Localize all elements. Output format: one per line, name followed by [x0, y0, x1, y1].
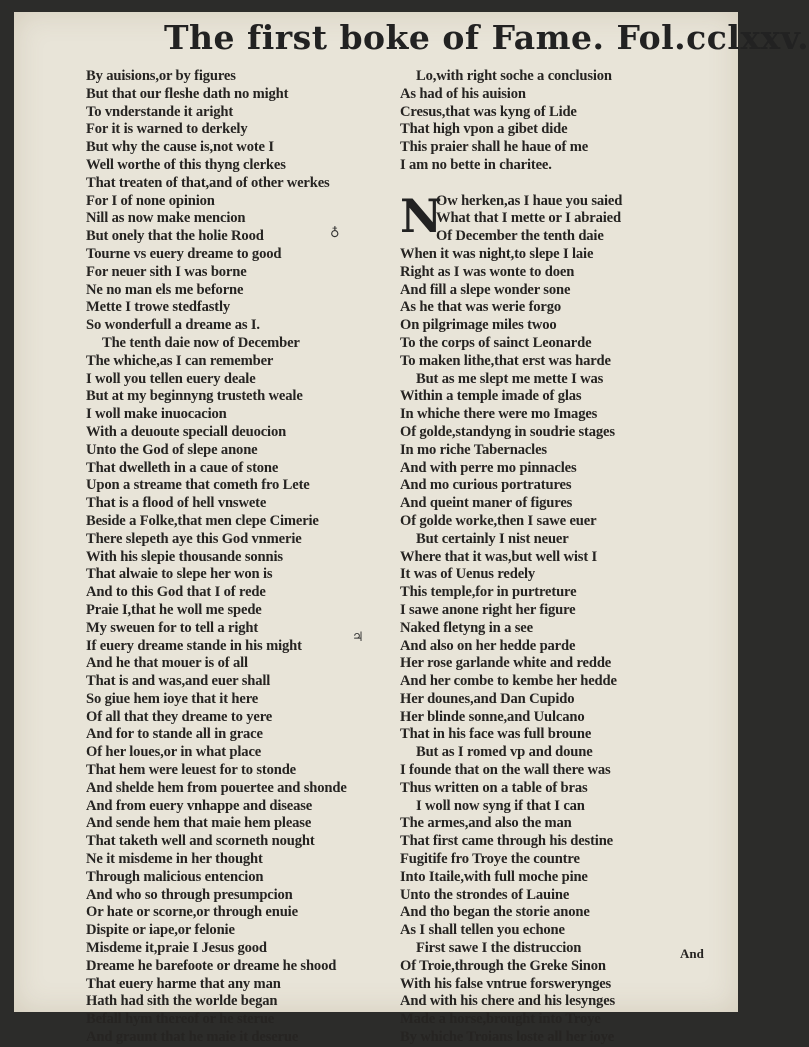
- stanza-gap: [400, 175, 730, 193]
- verse-line: I sawe anone right her figure: [400, 601, 576, 618]
- verse-line: Her blinde sonne,and Uulcano: [400, 708, 585, 725]
- verse-line: Lo,with right soche a conclusion: [416, 68, 612, 84]
- verse-line: Into Itaile,with full moche pine: [400, 868, 588, 885]
- verse-line: Well worthe of this thyng clerkes: [86, 156, 286, 173]
- verse-line: Made a horse,brought into Troye: [400, 1011, 601, 1028]
- verse-line: Beside a Folke,that men clepe Cimerie: [86, 512, 319, 529]
- verse-line: That treaten of that,and of other werkes: [86, 174, 330, 191]
- verse-line: Of Troie,through the Greke Sinon: [400, 957, 606, 974]
- verse-line: For it is warned to derkely: [86, 121, 248, 138]
- verse-line: And with perre mo pinnacles: [400, 459, 577, 476]
- verse-line: Through malicious entencion: [86, 868, 264, 885]
- verse-line: I am no bette in charitee.: [400, 156, 552, 173]
- verse-line: Dispite or iape,or felonie: [86, 922, 235, 939]
- verse-line: This temple,for in purtreture: [400, 584, 577, 601]
- verse-line: Within a temple imade of glas: [400, 388, 582, 405]
- verse-line: For I of none opinion: [86, 192, 215, 209]
- running-head: The first boke of Fame. Fol.cclxxv.: [164, 18, 809, 57]
- verse-line: As I shall tellen you echone: [400, 922, 565, 939]
- verse-line: But at my beginnyng trusteth weale: [86, 388, 303, 405]
- verse-line: With his false vntrue forswerynges: [400, 975, 612, 992]
- marginal-mark-icon: ♁: [330, 226, 340, 241]
- verse-line-text: Ow herken,as I haue you saied: [436, 192, 623, 209]
- verse-line: And from euery vnhappe and disease: [86, 797, 313, 814]
- verse-line: And queint maner of figures: [400, 495, 573, 512]
- verse-line: To the corps of sainct Leonarde: [400, 334, 592, 351]
- verse-line: And her combe to kembe her hedde: [400, 673, 617, 690]
- verse-line: Mette I trowe stedfastly: [86, 299, 231, 316]
- verse-line: So wonderfull a dreame as I.: [86, 317, 260, 334]
- verse-line: The armes,and also the man: [400, 815, 572, 832]
- verse-line: And tho began the storie anone: [400, 904, 590, 921]
- verse-line: There slepeth aye this God vnmerie: [86, 530, 302, 547]
- verse-line: To vnderstande it aright: [86, 103, 234, 120]
- verse-line: Ne no man els me beforne: [86, 281, 244, 298]
- catchword: And: [680, 946, 704, 961]
- verse-line: With a deuoute speciall deuocion: [86, 423, 287, 440]
- verse-line: The tenth daie now of December: [102, 334, 300, 351]
- verse-line: And graunt that he maie it deserue: [86, 1029, 299, 1046]
- verse-line: That in his face was full broune: [400, 726, 592, 743]
- verse-line: It was of Uenus redely: [400, 566, 536, 583]
- verse-line: Unto the God of slepe anone: [86, 441, 258, 458]
- verse-line: That hem were leuest for to stonde: [86, 762, 296, 779]
- verse-line: That euery harme that any man: [86, 975, 281, 992]
- verse-line: And fill a slepe wonder sone: [400, 281, 571, 298]
- verse-line: Where that it was,but well wist I: [400, 548, 598, 565]
- verse-line: What that I mette or I abraied: [436, 210, 621, 227]
- verse-line: Of December the tenth daie: [436, 228, 604, 245]
- verse-line: Or hate or scorne,or through enuie: [86, 904, 298, 921]
- verse-line: My sweuen for to tell a right: [86, 619, 259, 636]
- verse-line: Her rose garlande white and redde: [400, 655, 612, 672]
- verse-line: But onely that the holie Rood: [86, 228, 264, 245]
- right-column: [400, 68, 730, 1047]
- verse-line: That dwelleth in a caue of stone: [86, 459, 279, 476]
- verse-line: Thus written on a table of bras: [400, 779, 588, 796]
- verse-line: And also on her hedde parde: [400, 637, 576, 654]
- verse-line: Naked fletyng in a see: [400, 619, 533, 636]
- verse-line: Praie I,that he woll me spede: [86, 601, 262, 618]
- verse-line: And shelde hem from pouertee and shonde: [86, 779, 347, 796]
- verse-line: Her dounes,and Dan Cupido: [400, 690, 575, 707]
- verse-line: I woll make inuocacion: [86, 406, 227, 423]
- verse-line: Of golde worke,then I sawe euer: [400, 512, 597, 529]
- verse-line: Nill as now make mencion: [86, 210, 246, 227]
- verse-line: And with his chere and his lesynges: [400, 993, 616, 1010]
- verse-line: Ne it misdeme in her thought: [86, 851, 263, 868]
- drop-cap: N: [400, 188, 442, 243]
- verse-line: But as I romed vp and doune: [416, 744, 593, 761]
- verse-line: I woll you tellen euery deale: [86, 370, 256, 387]
- verse-line: With his slepie thousande sonnis: [86, 548, 283, 565]
- verse-line: And who so through presumpcion: [86, 886, 293, 903]
- verse-line: Of her loues,or in what place: [86, 744, 262, 761]
- verse-line: As had of his auision: [400, 85, 526, 102]
- verse-line: This praier shall he haue of me: [400, 139, 589, 156]
- verse-line: Of golde,standyng in soudrie stages: [400, 423, 615, 440]
- verse-line: But that our fleshe dath no might: [86, 85, 289, 102]
- marginal-mark-icon: ♃: [352, 630, 364, 645]
- verse-line: By whiche Troians loste all her ioye: [400, 1029, 615, 1046]
- verse-line: And for to stande all in grace: [86, 726, 263, 743]
- verse-line: Tourne vs euery dreame to good: [86, 245, 282, 262]
- verse-line: I woll now syng if that I can: [416, 797, 585, 814]
- verse-line: That is a flood of hell vnswete: [86, 495, 267, 512]
- verse-line: Misdeme it,praie I Jesus good: [86, 940, 267, 957]
- verse-line: Befall hym thereof or he sterue: [86, 1011, 275, 1028]
- verse-line: And sende hem that maie hem please: [86, 815, 312, 832]
- verse-line: For neuer sith I was borne: [86, 263, 247, 280]
- verse-line: Right as I was wonte to doen: [400, 263, 575, 280]
- verse-line: First sawe I the distruccion: [416, 940, 582, 957]
- verse-line: And to this God that I of rede: [86, 584, 266, 601]
- verse-line: Of all that they dreame to yere: [86, 708, 273, 725]
- verse-line: By auisions,or by figures: [86, 68, 236, 84]
- verse-line: To maken lithe,that erst was harde: [400, 352, 611, 369]
- verse-line: In mo riche Tabernacles: [400, 441, 547, 458]
- verse-line: That taketh well and scorneth nought: [86, 833, 315, 850]
- verse-line: And mo curious portratures: [400, 477, 572, 494]
- book-page: [14, 12, 809, 1046]
- verse-line: If euery dreame stande in his might: [86, 637, 302, 654]
- verse-line: In whiche there were mo Images: [400, 406, 598, 423]
- verse-line: Upon a streame that cometh fro Lete: [86, 477, 310, 494]
- verse-line: And he that mouer is of all: [86, 655, 248, 672]
- verse-line: Unto the strondes of Lauine: [400, 886, 570, 903]
- verse-line: But certainly I nist neuer: [416, 530, 569, 547]
- verse-line: But as me slept me mette I was: [416, 370, 604, 387]
- verse-line: As he that was werie forgo: [400, 299, 562, 316]
- verse-line: Fugitife fro Troye the countre: [400, 851, 580, 868]
- verse-line: So giue hem ioye that it here: [86, 690, 259, 707]
- verse-line: Cresus,that was kyng of Lide: [400, 103, 577, 120]
- verse-line: But why the cause is,not wote I: [86, 139, 274, 156]
- verse-line: Hath had sith the worlde began: [86, 993, 278, 1010]
- left-column: [86, 68, 406, 1047]
- verse-line: That alwaie to slepe her won is: [86, 566, 273, 583]
- verse-line: When it was night,to slepe I laie: [400, 245, 594, 262]
- verse-line: That high vpon a gibet dide: [400, 121, 568, 138]
- verse-line: The whiche,as I can remember: [86, 352, 274, 369]
- verse-line: That first came through his destine: [400, 833, 613, 850]
- verse-line: I founde that on the wall there was: [400, 762, 611, 779]
- verse-line: Dreame he barefoote or dreame he shood: [86, 957, 337, 974]
- verse-line: That is and was,and euer shall: [86, 673, 271, 690]
- verse-line: On pilgrimage miles twoo: [400, 317, 557, 334]
